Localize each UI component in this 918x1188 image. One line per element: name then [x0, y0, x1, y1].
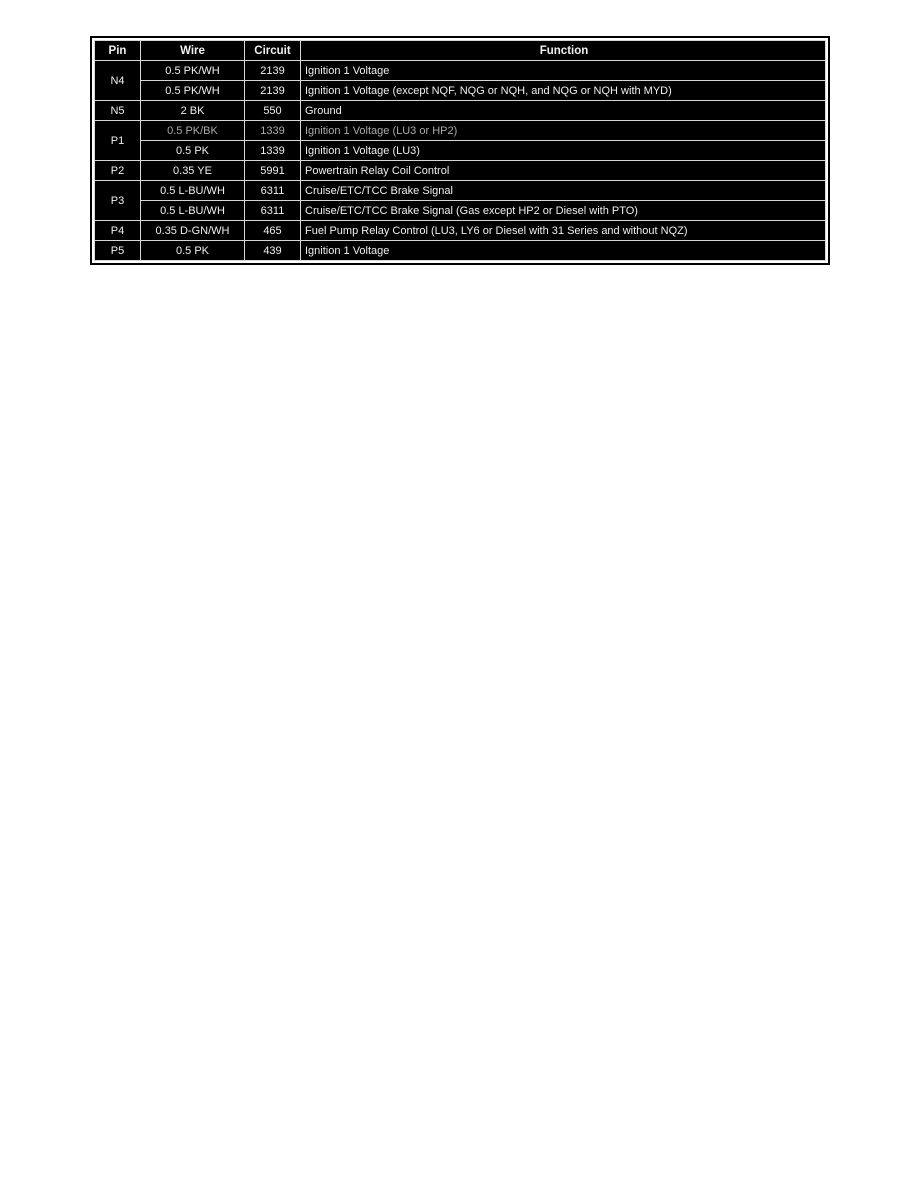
header-row	[95, 41, 826, 61]
function-cell: Ignition 1 Voltage	[301, 61, 826, 81]
table-row	[95, 81, 826, 101]
table-row	[95, 61, 826, 81]
function-cell: Ground	[301, 101, 826, 121]
wire-cell: 0.5 PK/WH	[141, 81, 245, 101]
pin-cell: P4	[95, 221, 141, 241]
wire-cell: 0.35 YE	[141, 161, 245, 181]
function-cell: Cruise/ETC/TCC Brake Signal (Gas except HP2 or Diesel with PTO)	[301, 201, 826, 221]
header-circuit: Circuit	[245, 41, 301, 61]
circuit-cell: 6311	[245, 181, 301, 201]
wire-cell: 0.5 PK/BK	[141, 121, 245, 141]
pin-cell: P5	[95, 241, 141, 261]
table-row	[95, 221, 826, 241]
table-row	[95, 181, 826, 201]
pinout-table	[94, 40, 826, 261]
table-row	[95, 141, 826, 161]
wire-cell: 2 BK	[141, 101, 245, 121]
header-wire: Wire	[141, 41, 245, 61]
circuit-cell: 465	[245, 221, 301, 241]
wire-cell: 0.35 D-GN/WH	[141, 221, 245, 241]
pin-cell: P2	[95, 161, 141, 181]
wire-cell: 0.5 L-BU/WH	[141, 201, 245, 221]
table-row	[95, 161, 826, 181]
circuit-cell: 6311	[245, 201, 301, 221]
function-cell: Ignition 1 Voltage (except NQF, NQG or NQH, and NQG or NQH with MYD)	[301, 81, 826, 101]
wire-cell: 0.5 L-BU/WH	[141, 181, 245, 201]
circuit-cell: 550	[245, 101, 301, 121]
function-cell: Ignition 1 Voltage (LU3)	[301, 141, 826, 161]
function-cell: Cruise/ETC/TCC Brake Signal	[301, 181, 826, 201]
wire-cell: 0.5 PK/WH	[141, 61, 245, 81]
header-function: Function	[301, 41, 826, 61]
circuit-cell: 5991	[245, 161, 301, 181]
table-row	[95, 121, 826, 141]
table-row	[95, 201, 826, 221]
circuit-cell: 2139	[245, 81, 301, 101]
pin-cell: P3	[95, 181, 141, 221]
circuit-cell: 439	[245, 241, 301, 261]
pin-cell: N5	[95, 101, 141, 121]
function-cell: Powertrain Relay Coil Control	[301, 161, 826, 181]
table-row	[95, 101, 826, 121]
function-cell: Fuel Pump Relay Control (LU3, LY6 or Diesel with 31 Series and without NQZ)	[301, 221, 826, 241]
pin-cell: P1	[95, 121, 141, 161]
circuit-cell: 1339	[245, 121, 301, 141]
pinout-table-frame	[90, 36, 830, 265]
header-pin: Pin	[95, 41, 141, 61]
wire-cell: 0.5 PK	[141, 141, 245, 161]
function-cell: Ignition 1 Voltage	[301, 241, 826, 261]
wire-cell: 0.5 PK	[141, 241, 245, 261]
table-row	[95, 241, 826, 261]
function-cell: Ignition 1 Voltage (LU3 or HP2)	[301, 121, 826, 141]
circuit-cell: 2139	[245, 61, 301, 81]
circuit-cell: 1339	[245, 141, 301, 161]
pin-cell: N4	[95, 61, 141, 101]
